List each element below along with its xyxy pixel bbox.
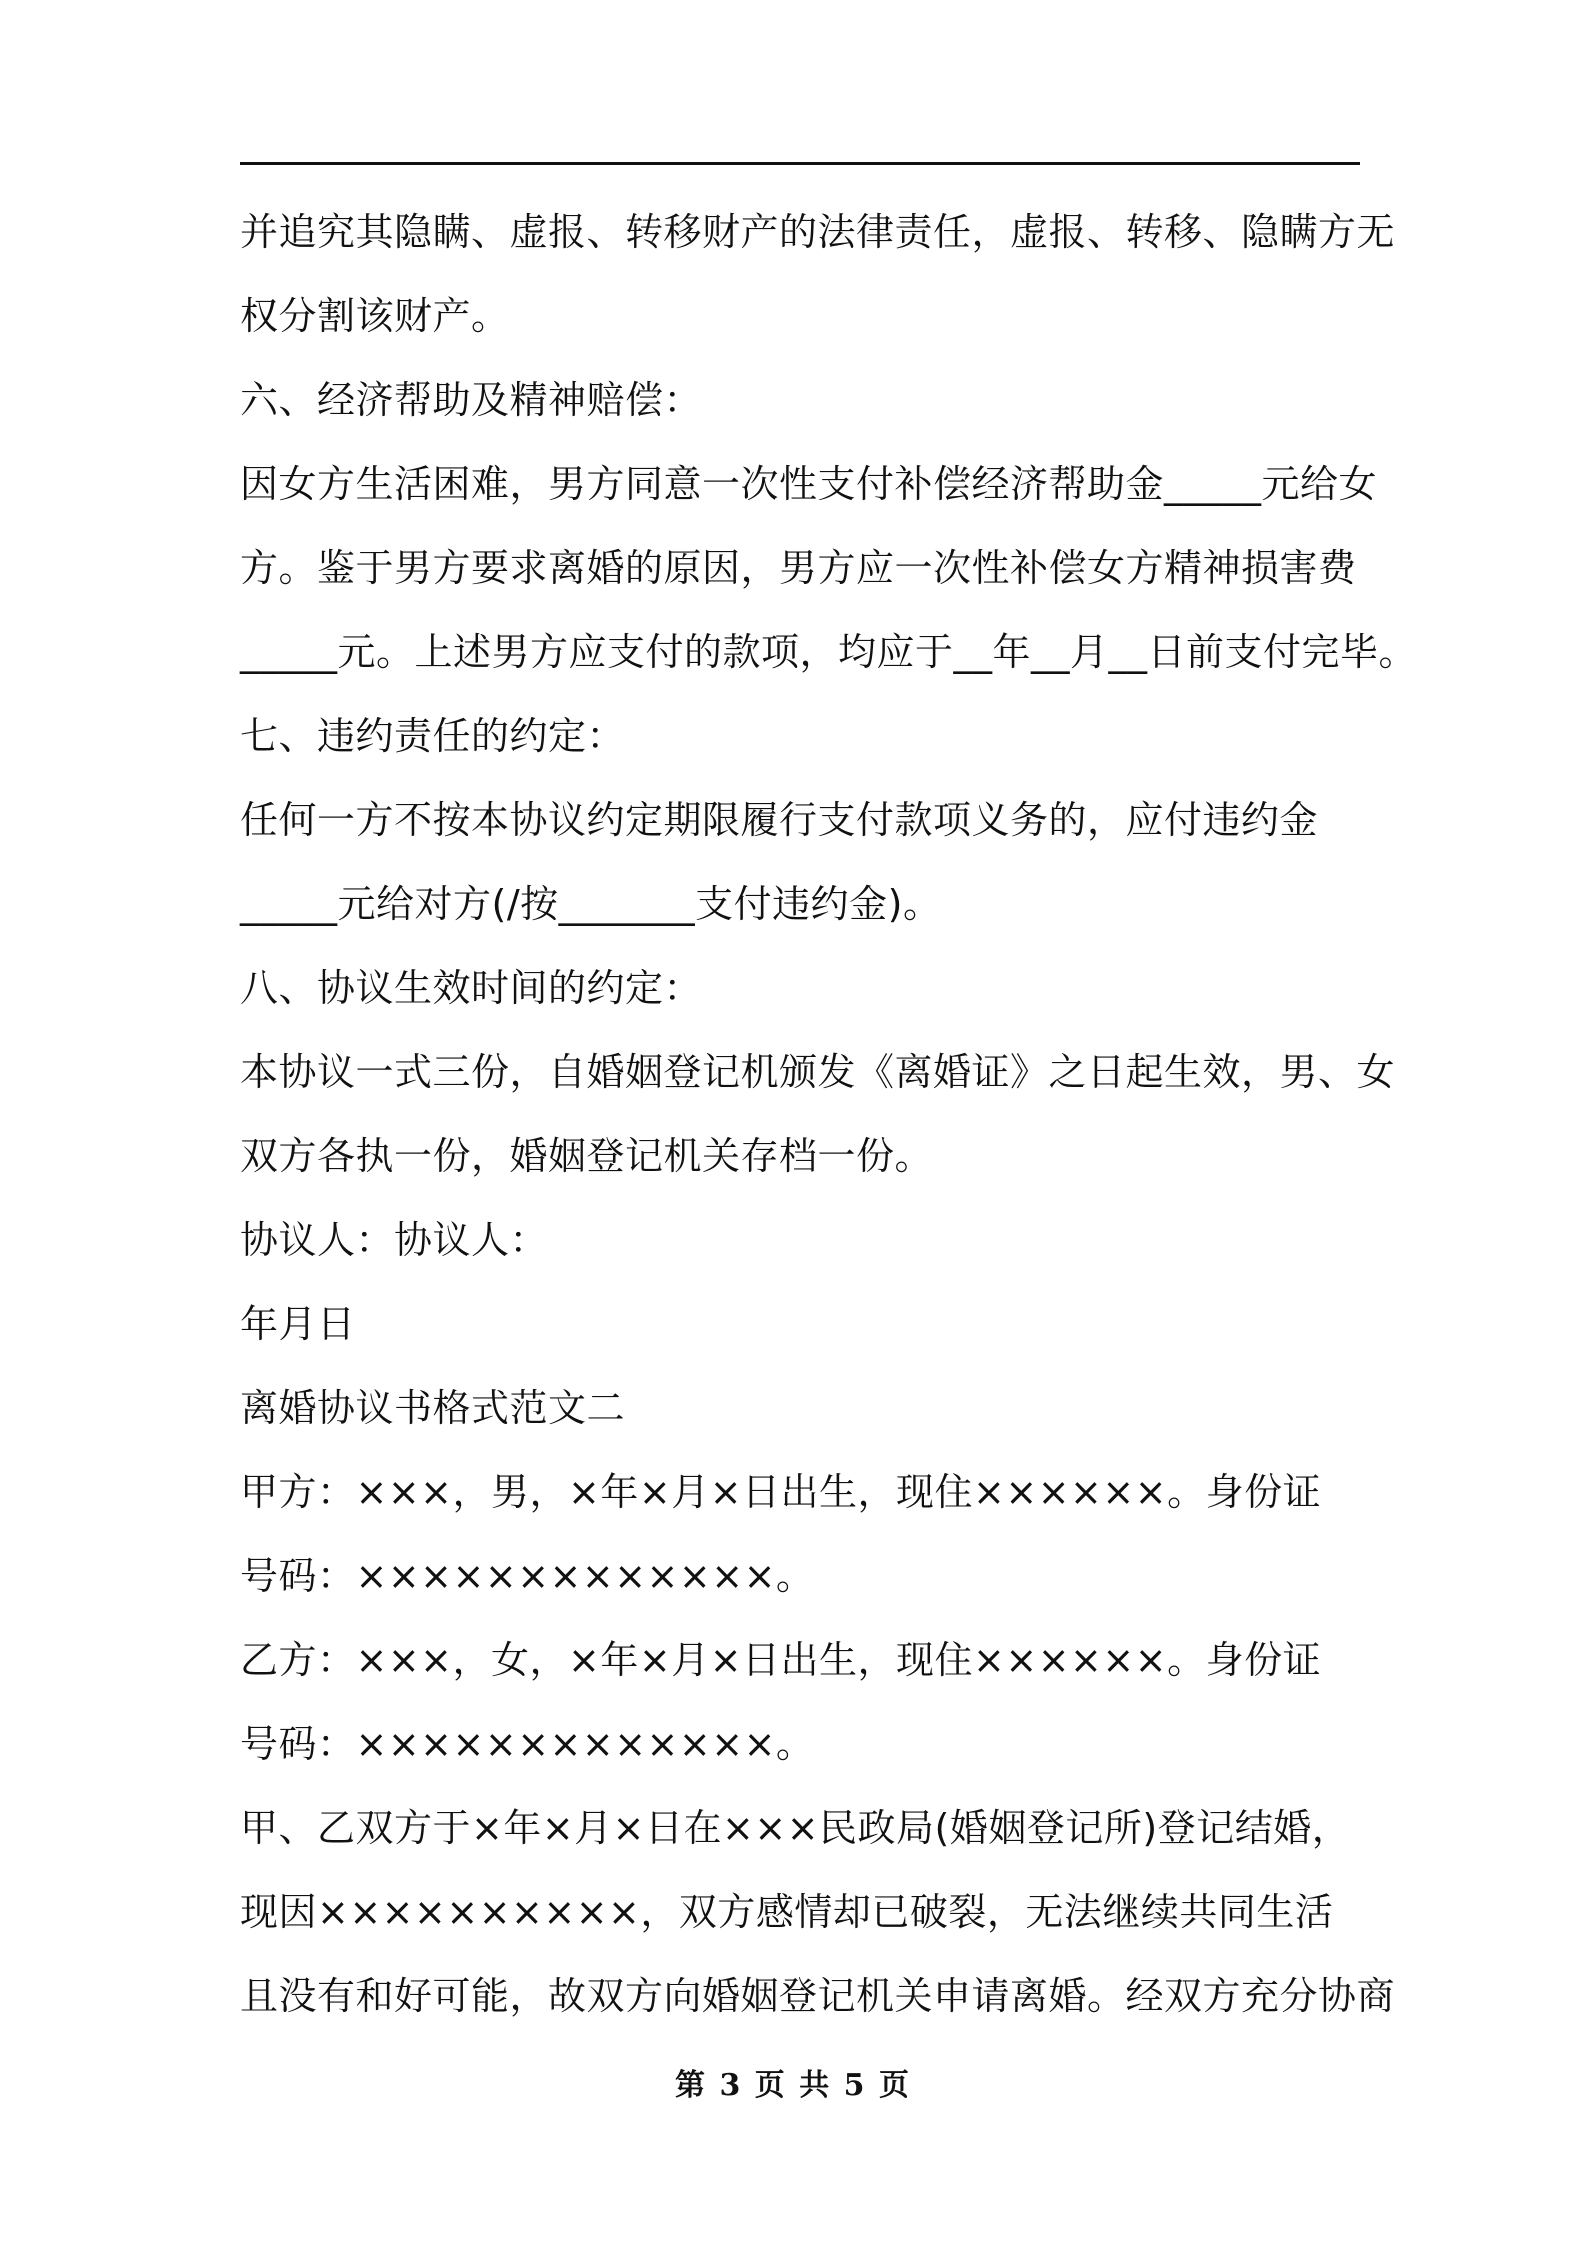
text-line: 号码：×××××××××××××。 xyxy=(240,1554,815,1598)
page-number-footer: 第 3 页 共 5 页 xyxy=(675,2068,911,2103)
text-line: 本协议一式三份，自婚姻登记机颁发《离婚证》之日起生效，男、女 xyxy=(240,1050,1396,1094)
signature-line: 协议人：协议人： xyxy=(240,1218,549,1262)
document-subtitle: 离婚协议书格式范文二 xyxy=(240,1386,626,1430)
text-line: 甲、乙双方于×年×月×日在×××民政局(婚姻登记所)登记结婚， xyxy=(240,1806,1351,1850)
text-line: 现因××××××××××，双方感情却已破裂，无法继续共同生活 xyxy=(240,1890,1334,1934)
text-line: 权分割该财产。 xyxy=(240,294,510,338)
text-line: 方。鉴于男方要求离婚的原因，男方应一次性补偿女方精神损害费 xyxy=(240,546,1357,590)
text-line: 因女方生活困难，男方同意一次性支付补偿经济帮助金_____元给女 xyxy=(240,462,1378,506)
section-heading: 七、违约责任的约定： xyxy=(240,714,626,758)
header-rule xyxy=(240,162,1360,165)
text-line: 任何一方不按本协议约定期限履行支付款项义务的，应付违约金 xyxy=(240,798,1319,842)
text-line: 乙方：×××，女，×年×月×日出生，现住××××××。身份证 xyxy=(240,1638,1322,1682)
section-heading: 八、协议生效时间的约定： xyxy=(240,966,703,1010)
text-line: 且没有和好可能，故双方向婚姻登记机关申请离婚。经双方充分协商 xyxy=(240,1974,1396,2018)
section-heading: 六、经济帮助及精神赔偿： xyxy=(240,378,703,422)
text-line: _____元给对方(/按_______支付违约金)。 xyxy=(240,882,942,926)
date-line: 年月日 xyxy=(240,1302,356,1346)
text-line: 并追究其隐瞒、虚报、转移财产的法律责任，虚报、转移、隐瞒方无 xyxy=(240,210,1396,254)
text-line: 双方各执一份，婚姻登记机关存档一份。 xyxy=(240,1134,934,1178)
text-line: _____元。上述男方应支付的款项，均应于__年__月__日前支付完毕。 xyxy=(240,630,1418,674)
document-body xyxy=(240,190,1418,2038)
text-line: 号码：×××××××××××××。 xyxy=(240,1722,815,1766)
text-line: 甲方：×××，男，×年×月×日出生，现住××××××。身份证 xyxy=(240,1470,1322,1514)
